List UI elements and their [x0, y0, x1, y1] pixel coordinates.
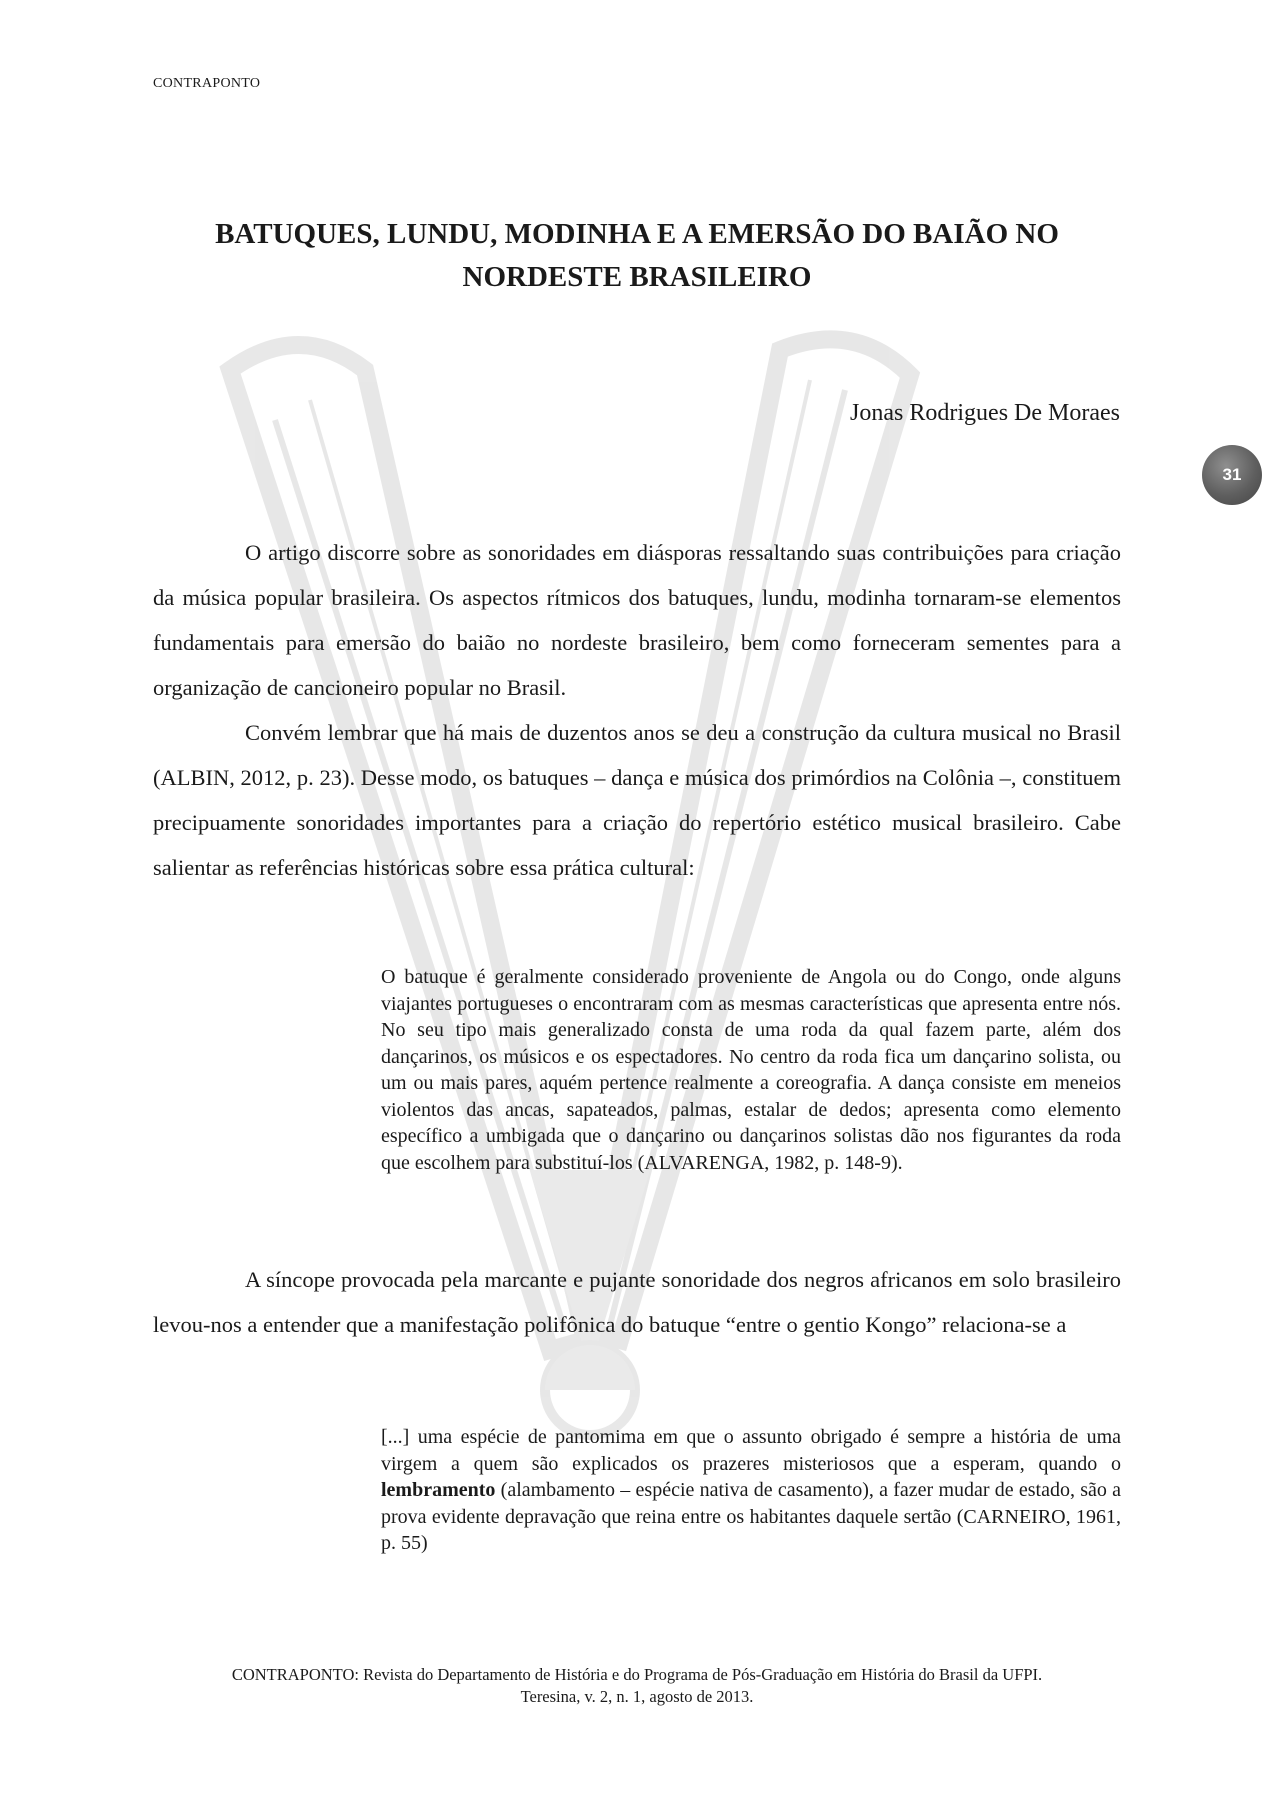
journal-footer — [153, 1664, 1121, 1708]
quote-text-segment: [...] uma espécie de pantomima em que o assunto obrigado é sempre a história de uma virgem a quem são explicados os prazeres misteriosos que a esperam, quando o — [381, 1426, 1121, 1475]
page-number-badge: 31 — [1202, 445, 1262, 505]
block-quote-alvarenga — [381, 964, 1121, 1176]
running-head: CONTRAPONTO — [153, 76, 261, 91]
footer-line: CONTRAPONTO: Revista do Departamento de História e do Programa de Pós-Graduação em História do Brasil da UFPI. — [231, 1665, 1043, 1684]
article-title-line: NORDESTE BRASILEIRO — [462, 261, 812, 293]
block-quote-text: O batuque é geralmente considerado proveniente de Angola ou do Congo, onde alguns viajantes portugueses o encontraram com as mesmas características que apresenta entre nós. No seu tipo mais generalizado consta de uma roda da qual fazem parte, além dos dançarinos, os músicos e os espectadores. No centro da roda fica um dançarino solista, ou um ou mais pares, aquém pertence realmente a coreografia. A dança consiste em meneios violentos das ancas, sapateados, palmas, estalar de dedos; apresenta como elemento específico a umbigada que o dançarino ou dançarinos solistas dão nos figurantes da roda que escolhem para substituí-los (ALVARENGA, 1982, p. 148-9). — [381, 966, 1121, 1174]
paragraph-intro: Convém lembrar que há mais de duzentos anos se deu a construção da cultura musical no Brasil (ALBIN, 2012, p. 23). Desse modo, os batuques – dança e música dos primórdios na Colônia –, constituem precipuamente sonoridades importantes para a criação do repertório estético musical brasileiro. Cabe salientar as referências históricas sobre essa prática cultural: — [153, 720, 1121, 880]
article-title — [153, 213, 1121, 299]
author-name: Jonas Rodrigues De Moraes — [850, 400, 1120, 426]
body-text-bottom — [153, 1257, 1121, 1347]
paragraph-sincope: A síncope provocada pela marcante e pujante sonoridade dos negros africanos em solo brasileiro levou-nos a entender que a manifestação polifônica do batuque “entre o gentio Kongo” relaciona-se a — [153, 1267, 1121, 1337]
body-text-top — [153, 530, 1121, 890]
block-quote-text — [381, 1424, 1121, 1557]
quote-bold-term: lembramento — [381, 1479, 496, 1501]
paragraph-abstract: O artigo discorre sobre as sonoridades em diásporas ressaltando suas contribuições para criação da música popular brasileira. Os aspectos rítmicos dos batuques, lundu, modinha tornaram-se elementos fundamentais para emersão do baião no nordeste brasileiro, bem como forneceram sementes para a organização de cancioneiro popular no Brasil. — [153, 540, 1121, 700]
article-title-line: BATUQUES, LUNDU, MODINHA E A EMERSÃO DO BAIÃO NO — [215, 218, 1059, 250]
block-quote-carneiro — [381, 1424, 1121, 1557]
footer-line: Teresina, v. 2, n. 1, agosto de 2013. — [520, 1687, 754, 1706]
quote-text-segment: (alambamento – espécie nativa de casamento), a fazer mudar de estado, são a prova evidente depravação que reina entre os habitantes daquele sertão (CARNEIRO, 1961, p. 55) — [381, 1479, 1121, 1554]
